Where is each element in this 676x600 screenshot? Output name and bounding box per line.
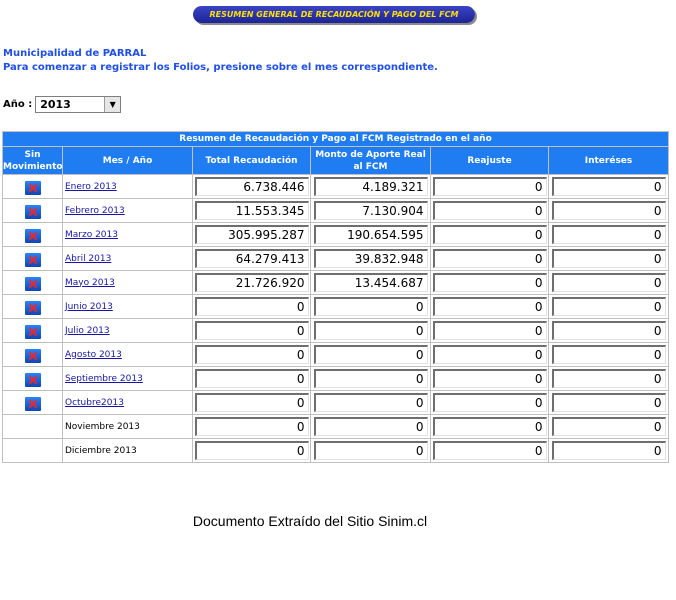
reajuste-field[interactable]: 0 (433, 321, 547, 340)
intereses-field[interactable]: 0 (552, 177, 666, 196)
intereses-field[interactable]: 0 (552, 441, 666, 460)
table-row (3, 199, 669, 223)
total-cell (193, 295, 311, 319)
monto-cell (311, 223, 431, 247)
sin-movimiento-x-icon[interactable] (25, 277, 41, 291)
sin-movimiento-cell (3, 391, 63, 415)
sin-movimiento-cell (3, 439, 63, 463)
total-cell (193, 223, 311, 247)
table-row (3, 367, 669, 391)
sin-movimiento-cell (3, 223, 63, 247)
monto-cell (311, 295, 431, 319)
reajuste-cell (431, 343, 549, 367)
total-field[interactable]: 0 (195, 321, 309, 340)
total-cell (193, 391, 311, 415)
total-cell (193, 175, 311, 199)
header-total-recaudacion: Total Recaudación (193, 147, 311, 175)
summary-table (2, 131, 669, 463)
intereses-cell (549, 391, 669, 415)
reajuste-cell (431, 199, 549, 223)
month-cell (63, 367, 193, 391)
total-field[interactable]: 0 (195, 369, 309, 388)
reajuste-field[interactable]: 0 (433, 249, 547, 268)
reajuste-cell (431, 415, 549, 439)
month-label: Noviembre 2013 (65, 421, 140, 432)
monto-cell (311, 319, 431, 343)
monto-field[interactable]: 4.189.321 (314, 177, 428, 196)
total-cell (193, 199, 311, 223)
intereses-field[interactable]: 0 (552, 273, 666, 292)
month-cell (63, 271, 193, 295)
total-field[interactable]: 0 (195, 417, 309, 436)
intereses-cell (549, 223, 669, 247)
table-row (3, 247, 669, 271)
total-cell (193, 415, 311, 439)
monto-field[interactable]: 190.654.595 (314, 225, 428, 244)
sin-movimiento-x-icon[interactable] (25, 301, 41, 315)
total-field[interactable]: 64.279.413 (195, 249, 309, 268)
table-caption: Resumen de Recaudación y Pago al FCM Registrado en el año (3, 132, 669, 147)
year-select-value: 2013 (40, 98, 71, 111)
table-row (3, 223, 669, 247)
month-link[interactable]: Septiembre 2013 (65, 373, 143, 384)
month-link[interactable]: Enero 2013 (65, 181, 117, 192)
year-label: Año : (3, 99, 33, 110)
table-row (3, 391, 669, 415)
total-field[interactable]: 0 (195, 393, 309, 412)
total-field[interactable]: 0 (195, 441, 309, 460)
month-link[interactable]: Julio 2013 (65, 325, 110, 336)
header-reajuste: Reajuste (431, 147, 549, 175)
monto-cell (311, 391, 431, 415)
total-cell (193, 439, 311, 463)
reajuste-cell (431, 439, 549, 463)
month-cell (63, 391, 193, 415)
monto-field[interactable]: 0 (314, 297, 428, 316)
monto-cell (311, 343, 431, 367)
total-field[interactable]: 11.553.345 (195, 201, 309, 220)
month-label: Diciembre 2013 (65, 445, 137, 456)
reajuste-cell (431, 247, 549, 271)
instruction-text: Para comenzar a registrar los Folios, presione sobre el mes correspondiente. (3, 62, 438, 73)
table-row (3, 319, 669, 343)
sin-movimiento-x-icon[interactable] (25, 325, 41, 339)
table-row (3, 271, 669, 295)
table-row (3, 343, 669, 367)
header-monto-aporte: Monto de Aporte Real al FCM (311, 147, 431, 175)
intereses-field[interactable]: 0 (552, 249, 666, 268)
reajuste-field[interactable]: 0 (433, 393, 547, 412)
reajuste-field[interactable]: 0 (433, 345, 547, 364)
month-link[interactable]: Abril 2013 (65, 253, 112, 264)
month-cell (63, 295, 193, 319)
sin-movimiento-cell (3, 247, 63, 271)
header-sin-movimiento: Sin Movimiento (3, 147, 63, 175)
month-cell (63, 343, 193, 367)
sin-movimiento-cell (3, 319, 63, 343)
total-cell (193, 319, 311, 343)
table-row (3, 175, 669, 199)
sin-movimiento-x-icon[interactable] (25, 349, 41, 363)
total-field[interactable]: 6.738.446 (195, 177, 309, 196)
total-field[interactable]: 21.726.920 (195, 273, 309, 292)
sin-movimiento-cell (3, 415, 63, 439)
header-intereses: Interéses (549, 147, 669, 175)
month-cell (63, 319, 193, 343)
intereses-cell (549, 319, 669, 343)
month-cell (63, 247, 193, 271)
monto-field[interactable]: 0 (314, 345, 428, 364)
month-cell (63, 199, 193, 223)
monto-field[interactable]: 13.454.687 (314, 273, 428, 292)
reajuste-field[interactable]: 0 (433, 441, 547, 460)
sin-movimiento-cell (3, 175, 63, 199)
reajuste-cell (431, 319, 549, 343)
monto-cell (311, 367, 431, 391)
sin-movimiento-x-icon[interactable] (25, 181, 41, 195)
intereses-cell (549, 295, 669, 319)
monto-cell (311, 271, 431, 295)
intereses-field[interactable]: 0 (552, 201, 666, 220)
month-link[interactable]: Marzo 2013 (65, 229, 118, 240)
reajuste-field[interactable]: 0 (433, 201, 547, 220)
year-select[interactable] (35, 96, 121, 113)
month-link[interactable]: Junio 2013 (65, 301, 113, 312)
sin-movimiento-cell (3, 199, 63, 223)
reajuste-field[interactable]: 0 (433, 297, 547, 316)
municipality-name: Municipalidad de PARRAL (3, 48, 147, 59)
month-link[interactable]: Febrero 2013 (65, 205, 125, 216)
monto-field[interactable]: 0 (314, 417, 428, 436)
reajuste-field[interactable]: 0 (433, 177, 547, 196)
sin-movimiento-cell (3, 295, 63, 319)
monto-field[interactable]: 0 (314, 393, 428, 412)
total-field[interactable]: 305.995.287 (195, 225, 309, 244)
reajuste-field[interactable]: 0 (433, 417, 547, 436)
monto-field[interactable]: 0 (314, 369, 428, 388)
page-banner: RESUMEN GENERAL DE RECAUDACIÓN Y PAGO DEL FCM (193, 6, 475, 23)
intereses-cell (549, 343, 669, 367)
month-cell (63, 439, 193, 463)
intereses-field[interactable]: 0 (552, 225, 666, 244)
intereses-field[interactable]: 0 (552, 297, 666, 316)
reajuste-cell (431, 295, 549, 319)
reajuste-field[interactable]: 0 (433, 369, 547, 388)
month-cell (63, 175, 193, 199)
total-cell (193, 271, 311, 295)
reajuste-cell (431, 271, 549, 295)
sin-movimiento-cell (3, 367, 63, 391)
month-cell (63, 223, 193, 247)
intro-text (3, 47, 438, 75)
footer-text: Documento Extraído del Sitio Sinim.cl (192, 513, 428, 529)
sin-movimiento-x-icon[interactable] (25, 373, 41, 387)
monto-cell (311, 247, 431, 271)
intereses-cell (549, 415, 669, 439)
reajuste-cell (431, 223, 549, 247)
monto-field[interactable]: 7.130.904 (314, 201, 428, 220)
intereses-field[interactable]: 0 (552, 345, 666, 364)
monto-cell (311, 175, 431, 199)
intereses-cell (549, 247, 669, 271)
monto-cell (311, 415, 431, 439)
total-field[interactable]: 0 (195, 345, 309, 364)
month-link[interactable]: Mayo 2013 (65, 277, 115, 288)
monto-field[interactable]: 39.832.948 (314, 249, 428, 268)
reajuste-field[interactable]: 0 (433, 273, 547, 292)
total-cell (193, 247, 311, 271)
intereses-field[interactable]: 0 (552, 417, 666, 436)
intereses-field[interactable]: 0 (552, 321, 666, 340)
intereses-cell (549, 439, 669, 463)
monto-field[interactable]: 0 (314, 321, 428, 340)
monto-field[interactable]: 0 (314, 441, 428, 460)
month-cell (63, 415, 193, 439)
intereses-cell (549, 175, 669, 199)
intereses-field[interactable]: 0 (552, 393, 666, 412)
total-field[interactable]: 0 (195, 297, 309, 316)
reajuste-field[interactable]: 0 (433, 225, 547, 244)
monto-cell (311, 439, 431, 463)
table-row (3, 439, 669, 463)
header-mes: Mes / Año (63, 147, 193, 175)
sin-movimiento-x-icon[interactable] (25, 205, 41, 219)
total-cell (193, 367, 311, 391)
table-row (3, 415, 669, 439)
table-header-row (3, 147, 669, 175)
month-link[interactable]: Octubre2013 (65, 397, 124, 408)
monto-cell (311, 199, 431, 223)
sin-movimiento-cell (3, 271, 63, 295)
reajuste-cell (431, 175, 549, 199)
year-selector-row (3, 96, 121, 113)
reajuste-cell (431, 367, 549, 391)
total-cell (193, 343, 311, 367)
sin-movimiento-x-icon[interactable] (25, 397, 41, 411)
intereses-cell (549, 199, 669, 223)
intereses-cell (549, 367, 669, 391)
month-link[interactable]: Agosto 2013 (65, 349, 122, 360)
sin-movimiento-cell (3, 343, 63, 367)
dropdown-arrow-icon[interactable]: ▼ (104, 97, 120, 112)
intereses-cell (549, 271, 669, 295)
sin-movimiento-x-icon[interactable] (25, 229, 41, 243)
intereses-field[interactable]: 0 (552, 369, 666, 388)
table-row (3, 295, 669, 319)
reajuste-cell (431, 391, 549, 415)
sin-movimiento-x-icon[interactable] (25, 253, 41, 267)
